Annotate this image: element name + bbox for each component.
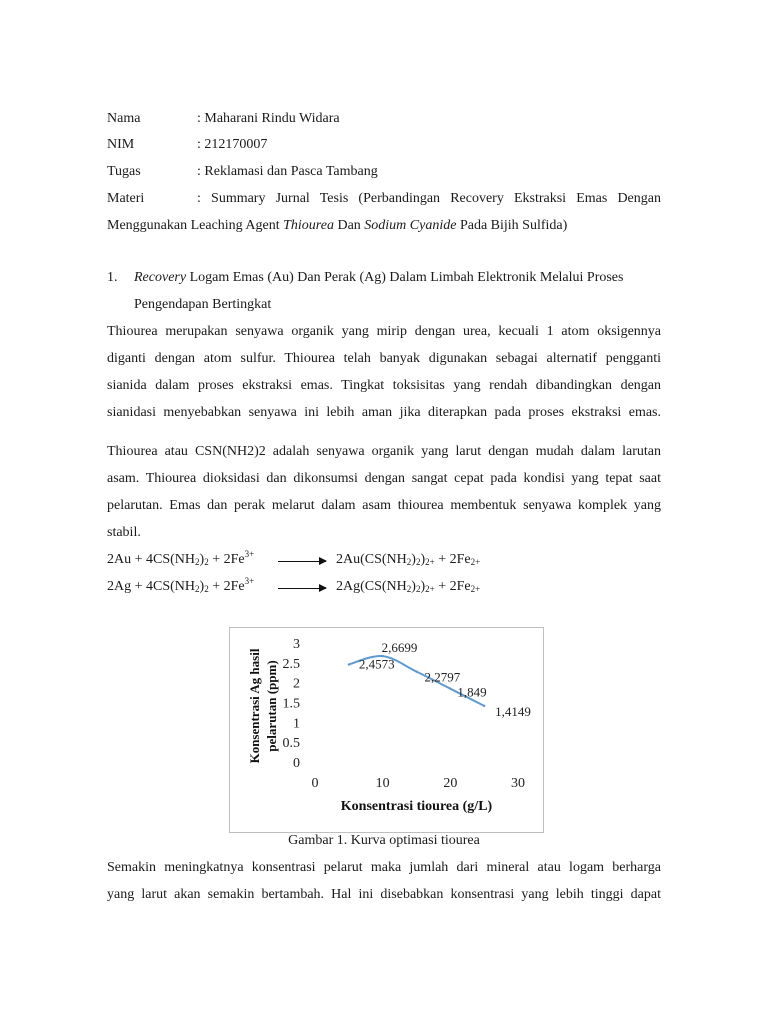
y-tick-label: 0.5 — [282, 736, 300, 752]
materi-value-line2: Menggunakan Leaching Agent Thiourea Dan Sodium Cyanide Pada Bijih Sulfida) — [107, 218, 568, 233]
y-axis-title: Konsentrasi Ag hasil — [247, 648, 262, 764]
x-tick-label: 10 — [375, 776, 390, 791]
paragraph-line: stabil. — [107, 525, 141, 540]
section-heading: Recovery Logam Emas (Au) Dan Perak (Ag) Dalam Limbah Elektronik Melalui Proses — [134, 270, 624, 285]
nama-value: : Maharani Rindu Widara — [197, 111, 340, 126]
y-tick-label: 3 — [293, 637, 300, 652]
data-label: 1,4149 — [495, 703, 531, 719]
x-tick-label: 20 — [443, 776, 458, 791]
tugas-value: : Reklamasi dan Pasca Tambang — [197, 164, 378, 179]
y-tick-label: 2.5 — [282, 656, 300, 672]
paragraph-line: asam. Thiourea dioksidasi dan dikonsumsi dengan sangat cepat pada kondisi yang tepat saat — [107, 471, 661, 486]
data-label: 2,2797 — [424, 669, 461, 685]
data-point — [348, 663, 350, 665]
y-tick-label: 2 — [293, 676, 300, 692]
nama-label: Nama — [107, 111, 141, 126]
y-axis-title: pelarutan (ppm) — [264, 660, 279, 752]
data-point — [415, 670, 417, 672]
data-point — [483, 705, 485, 707]
figure-caption: Gambar 1. Kurva optimasi tiourea — [288, 833, 480, 848]
equation-2-products: $2Ag(CS(NH_2)_2)_{2+} + 2Fe_{2+}$ — [336, 579, 481, 594]
materi-label: Materi — [107, 191, 145, 206]
chart-frame — [229, 627, 544, 833]
materi-value-line1: : Summary Jurnal Tesis (Perbandingan Recovery Ekstraksi Emas Dengan — [197, 191, 661, 206]
equation-2-reactants: $2Ag + 4CS(NH_2)_2 + 2Fe^{3+}$ — [107, 576, 255, 594]
data-label: 2,4573 — [358, 656, 395, 672]
line-chart — [230, 628, 543, 832]
nim-value: : 212170007 — [197, 137, 268, 152]
x-tick-label: 30 — [511, 776, 525, 791]
x-axis-title: Konsentrasi tiourea (g/L) — [340, 799, 493, 814]
data-point — [449, 687, 451, 689]
paragraph-line: yang larut akan semakin bertambah. Hal ini disebabkan konsentrasi yang lebih tinggi dapat — [107, 887, 661, 902]
y-tick-label: 1.5 — [282, 696, 300, 712]
paragraph-line: Thiourea atau CSN(NH2)2 adalah senyawa organik yang larut dengan mudah dalam larutan — [107, 444, 661, 459]
x-tick-label: 0 — [311, 776, 319, 791]
equation-1-products: $2Au(CS(NH_2)_2)_{2+} + 2Fe_{2+}$ — [336, 552, 481, 567]
y-tick-label: 0 — [293, 756, 300, 771]
data-label: 1,849 — [457, 684, 487, 700]
equation-1-reactants: $2Au + 4CS(NH_2)_2 + 2Fe^{3+}$ — [107, 549, 255, 567]
section-number: 1. — [107, 270, 118, 285]
data-label: 2,6699 — [381, 640, 418, 656]
paragraph-line: Semakin meningkatnya konsentrasi pelarut maka jumlah dari mineral atau logam berharga — [107, 860, 661, 875]
paragraph-line: Thiourea merupakan senyawa organik yang mirip dengan urea, kecuali 1 atom oksigennya — [107, 324, 661, 339]
reaction-arrow-icon — [278, 561, 326, 562]
paragraph-line: sianida dalam proses ekstraksi emas. Tingkat toksisitas yang rendah dibandingkan dengan — [107, 378, 661, 393]
nim-label: NIM — [107, 137, 135, 152]
section-heading-line2: Pengendapan Bertingkat — [134, 297, 272, 312]
paragraph-line: diganti dengan atom sulfur. Thiourea telah banyak digunakan sebagai alternatif pengganti — [107, 351, 661, 366]
paragraph-line: sianidasi menyebabkan senyawa ini lebih aman jika diterapkan pada proses ekstraksi emas. — [107, 405, 661, 420]
reaction-arrow-icon — [278, 588, 326, 589]
tugas-label: Tugas — [107, 164, 141, 179]
paragraph-line: pelarutan. Emas dan perak melarut dalam asam thiourea membentuk senyawa komplek yang — [107, 498, 661, 513]
y-tick-label: 1 — [293, 716, 300, 732]
